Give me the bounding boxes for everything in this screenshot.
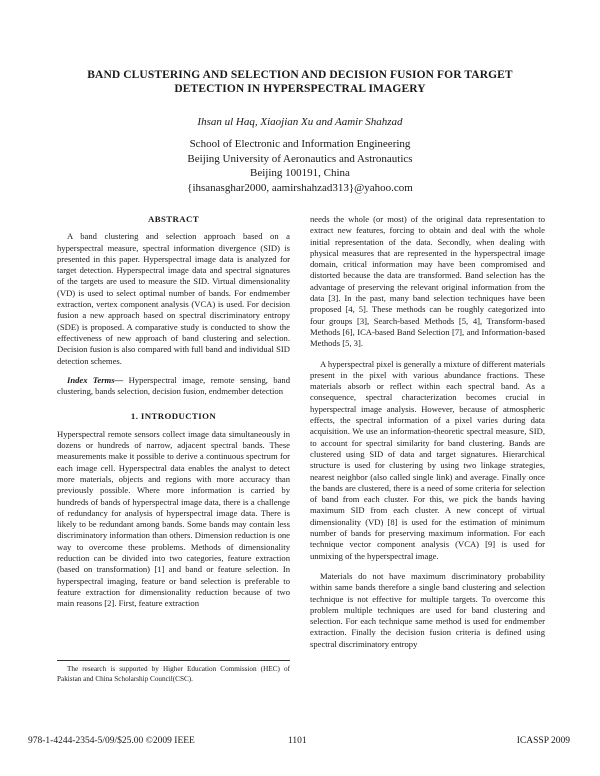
footnote: The research is supported by Higher Education Commission (HEC) of Pakistan and China Scholarship Council(CSC). xyxy=(57,660,290,684)
authors: Ihsan ul Haq, Xiaojian Xu and Aamir Shahzad xyxy=(197,116,403,128)
left-column xyxy=(57,214,290,610)
affiliation-line-2: Beijing University of Aeronautics and Astronautics xyxy=(187,152,413,165)
introduction-text: Hyperspectral remote sensors collect image data simultaneously in dozens or hundreds of narrow, adjacent spectral bands. These measurements make it possible to derive a continuous spectrum for each image cell. Hyperspectral data enables the analyst to detect more materials, objects and regions with more accuracy than previously possible. Where more information is carried by hundreds of bands of hyperspectral image data, there is a challenge of redundancy for analysis of hyperspectral image data. There is likely to be redundant among bands. Some bands may contain less discriminatory information than others. Dimension reduction is one way to overcome these problems. Methods of dimensionality reduction can be divided into two categories, feature extraction (based on transformation) [1] and band or feature selection. In hyperspectral imaging, feature or band selection is preferable to feature extraction for dimensionality reduction because of two main reasons [2]. First, feature extraction xyxy=(57,428,290,609)
footer-page-number: 1101 xyxy=(288,736,307,746)
affiliation xyxy=(80,137,520,195)
title-line-1: BAND CLUSTERING AND SELECTION AND DECISION FUSION FOR TARGET xyxy=(87,69,513,81)
affiliation-line-1: School of Electronic and Information Engineering xyxy=(189,138,411,150)
abstract-text: A band clustering and selection approach based on a hyperspectral measure, spectral information divergence (SID) is presented in this paper. Hyperspectral image data is analyzed for target detection. Hyperspectral image data and spectral signatures of the targets are used to measure the SID. Virtual dimensionality (VD) is used to select optimal number of bands. For endmember extraction, vertex component analysis (VCA) is used. For decision fusion a new approach based on spectral discriminatory entropy (SDE) is proposed. A comparative study is conducted to show the effectiveness of new approach of band clustering and selection. Decision fusion is also compared with full band and individual SID detection schemes. xyxy=(57,231,290,366)
right-paragraph-3: Materials do not have maximum discriminatory probability within same bands therefore a single band clustering and selection technique is not effective for multiple targets. To overcome this problem multiple techniques are used for band clustering and selection. For each technique same method is used for endmember extraction. Finally the decision fusion criteria is defined using spectral discriminatory entropy xyxy=(310,570,545,649)
footer-copyright: 978-1-4244-2354-5/09/$25.00 ©2009 IEEE xyxy=(28,736,195,746)
index-terms xyxy=(57,375,290,398)
index-terms-label: Index Terms— xyxy=(67,374,124,385)
right-paragraph-2: A hyperspectral pixel is generally a mixture of different materials present in the pixel with various abundance fractions. These materials absorb or reflect within each spectral band. As a consequence, spectral characterization becomes crucial in hyperspectral image analysis. However, because of atmospheric effects, the spectral information of a pixel varies during data acquisition. We use an information-theoretic spectral measure, SID, to account for spectral similarity for band clustering. Bands are clustered using SID of data and target signatures. Hierarchical structure is used for clustering by using two linkage strategies, nearest neighbor (also called single link) and average. Finally once the bands are clustered, there is a need of some criteria for selection of band from each cluster. For this, we pick the bands having maximum SID from each cluster. A new concept of virtual dimensionality (VD) [8] is used for the estimation of minimum number of bands for preserving maximum information. For each technique vector component analysis (VCA) [9] is used for unmixing of the hyperspectral image. xyxy=(310,358,545,561)
right-paragraph-1: needs the whole (or most) of the original data representation to extract new features, forcing to obtain and deal with the whole initial representation of the data. Secondly, when dealing with physical measures that are represented in the hyperspectral image domain, critical information may have been compromised and distorted because the data are transformed. Band selection has the advantage of preserving the relevant original information from the data [3]. In the past, many band selection techniques have been proposed [4, 5]. These methods can be roughly categorized into four groups [3], Search-based Methods [5, 4], Transform-based Methods [6], ICA-based Band Selection [7], and Information-based Methods [5, 3]. xyxy=(310,214,545,349)
title-line-2: DETECTION IN HYPERSPECTRAL IMAGERY xyxy=(174,83,426,95)
paper-title xyxy=(60,68,540,96)
right-column xyxy=(310,214,545,650)
affiliation-email: {ihsanasghar2000, aamirshahzad313}@yahoo.com xyxy=(187,181,413,194)
abstract-heading: ABSTRACT xyxy=(147,214,200,224)
footer-conference: ICASSP 2009 xyxy=(516,736,570,746)
affiliation-line-3: Beijing 100191, China xyxy=(250,167,350,179)
index-terms-text: Hyperspectral image, remote sensing, band clustering, bands selection, decision fusion, endmember detection xyxy=(57,374,290,397)
introduction-heading: 1. INTRODUCTION xyxy=(130,411,217,422)
